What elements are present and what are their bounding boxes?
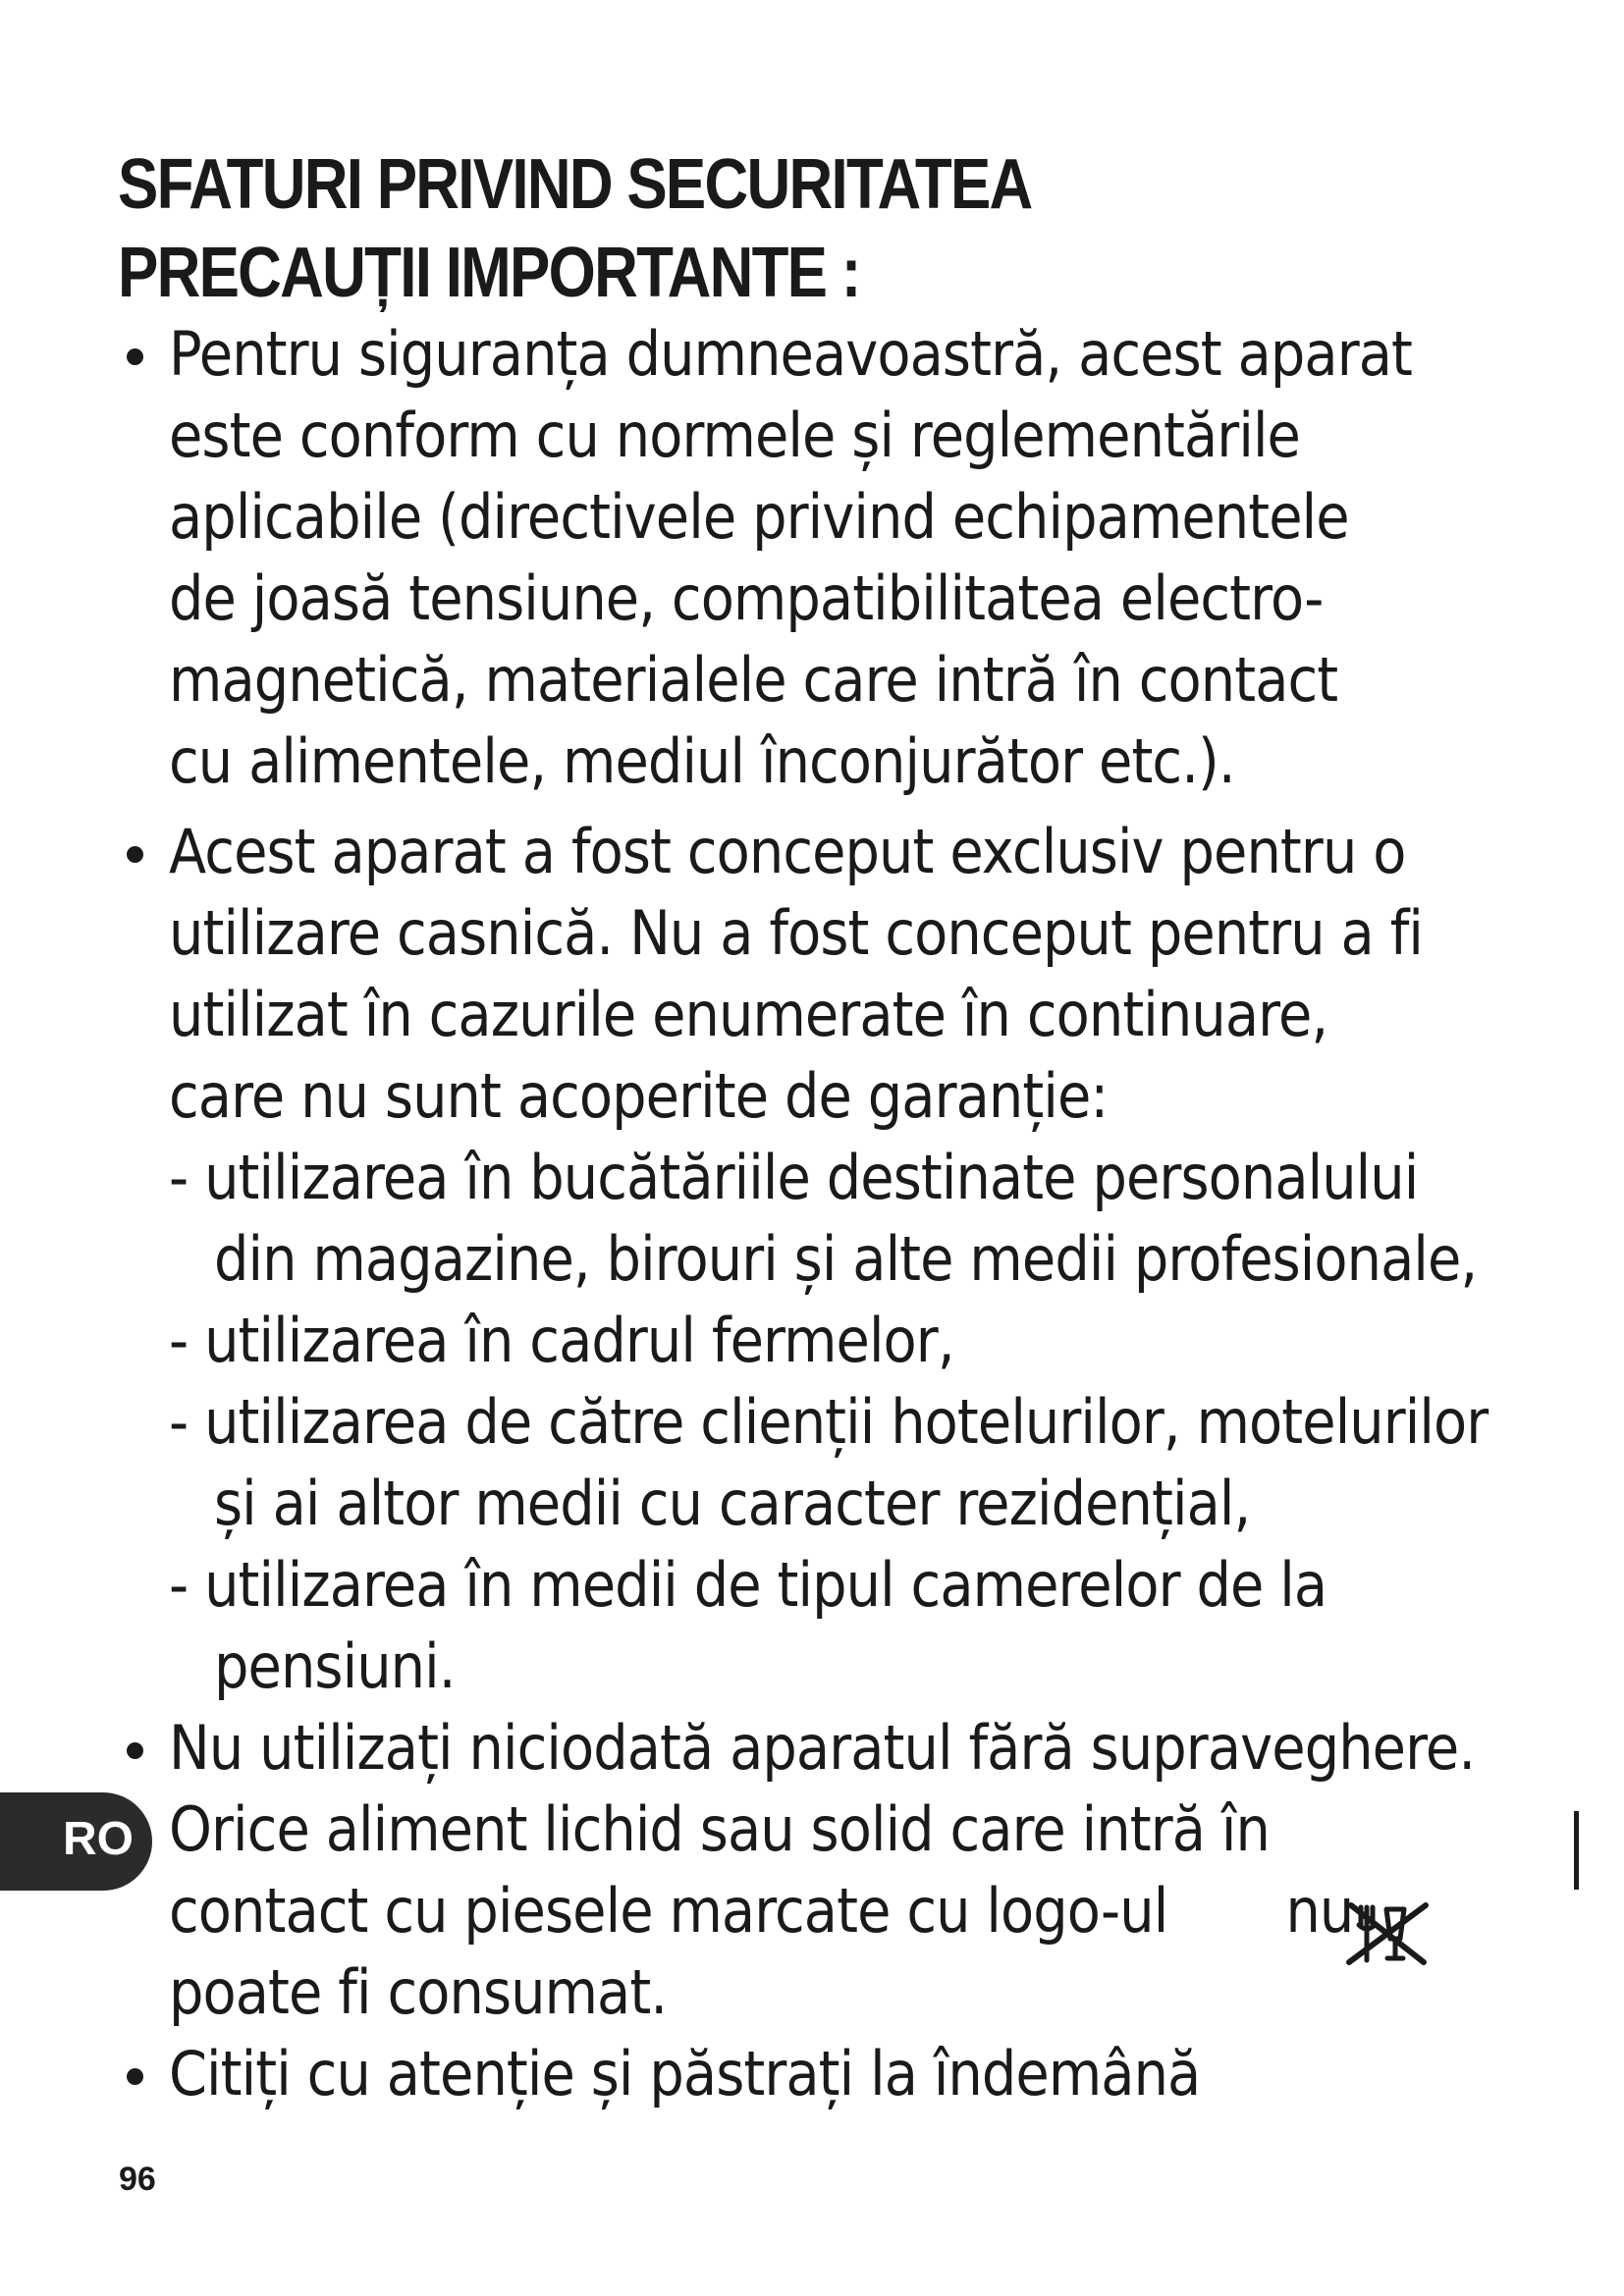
text-line: poate fi consumat.	[169, 1956, 668, 2028]
text-line: din magazine, birouri și alte medii profesionale,	[214, 1223, 1478, 1295]
text-fragment: nu	[1285, 1875, 1354, 1947]
dash-item: - utilizarea în bucătăriile destinate personalului	[169, 1142, 1419, 1213]
text-line: magnetică, materialele care intră în contact	[169, 644, 1338, 716]
dash-item: - utilizarea în medii de tipul camerelor de la	[169, 1549, 1327, 1621]
text-line: Orice aliment lichid sau solid care intră în	[169, 1793, 1270, 1865]
text-fragment: contact cu piesele marcate cu logo-ul	[169, 1875, 1168, 1947]
no-food-contact-icon	[1343, 1899, 1432, 1968]
text-line: este conform cu normele și reglementările	[169, 400, 1300, 471]
section-title: SFATURI PRIVIND SECURITATEA	[118, 145, 1032, 224]
text-line: cu alimentele, mediul înconjurător etc.).	[169, 725, 1235, 797]
text-line: aplicabile (directivele privind echipamentele	[169, 481, 1349, 553]
text-line: utilizare casnică. Nu a fost conceput pentru a fi	[169, 897, 1424, 969]
text-line: Citiți cu atenție și păstrați la îndemână	[169, 2038, 1201, 2109]
bullet-point	[127, 348, 143, 365]
text-line: și ai altor medii cu caracter rezidențial,	[214, 1468, 1251, 1539]
text-cursor-bar	[1574, 1811, 1579, 1890]
page-number: 96	[119, 2161, 156, 2198]
text-line: utilizat în cazurile enumerate în continuare,	[169, 979, 1328, 1050]
bullet-point	[127, 1742, 143, 1759]
text-line: Acest aparat a fost conceput exclusiv pentru o	[169, 816, 1406, 887]
text-line: Pentru siguranța dumneavoastră, acest aparat	[169, 318, 1413, 390]
text-line	[169, 1875, 1354, 1947]
text-line: pensiuni.	[214, 1630, 456, 1702]
language-tab-label: RO	[63, 1813, 134, 1865]
dash-item: - utilizarea în cadrul fermelor,	[169, 1305, 954, 1376]
text-line: de joasă tensiune, compatibilitatea electro-	[169, 562, 1324, 634]
section-subtitle: PRECAUȚII IMPORTANTE :	[118, 234, 860, 312]
text-line: care nu sunt acoperite de garanție:	[169, 1060, 1109, 1132]
bullet-point	[127, 2068, 143, 2085]
dash-item: - utilizarea de către clienții hotelurilor, motelurilor	[169, 1386, 1489, 1458]
text-line: Nu utilizați niciodată aparatul fără supraveghere.	[169, 1712, 1476, 1784]
bullet-point	[127, 846, 143, 863]
